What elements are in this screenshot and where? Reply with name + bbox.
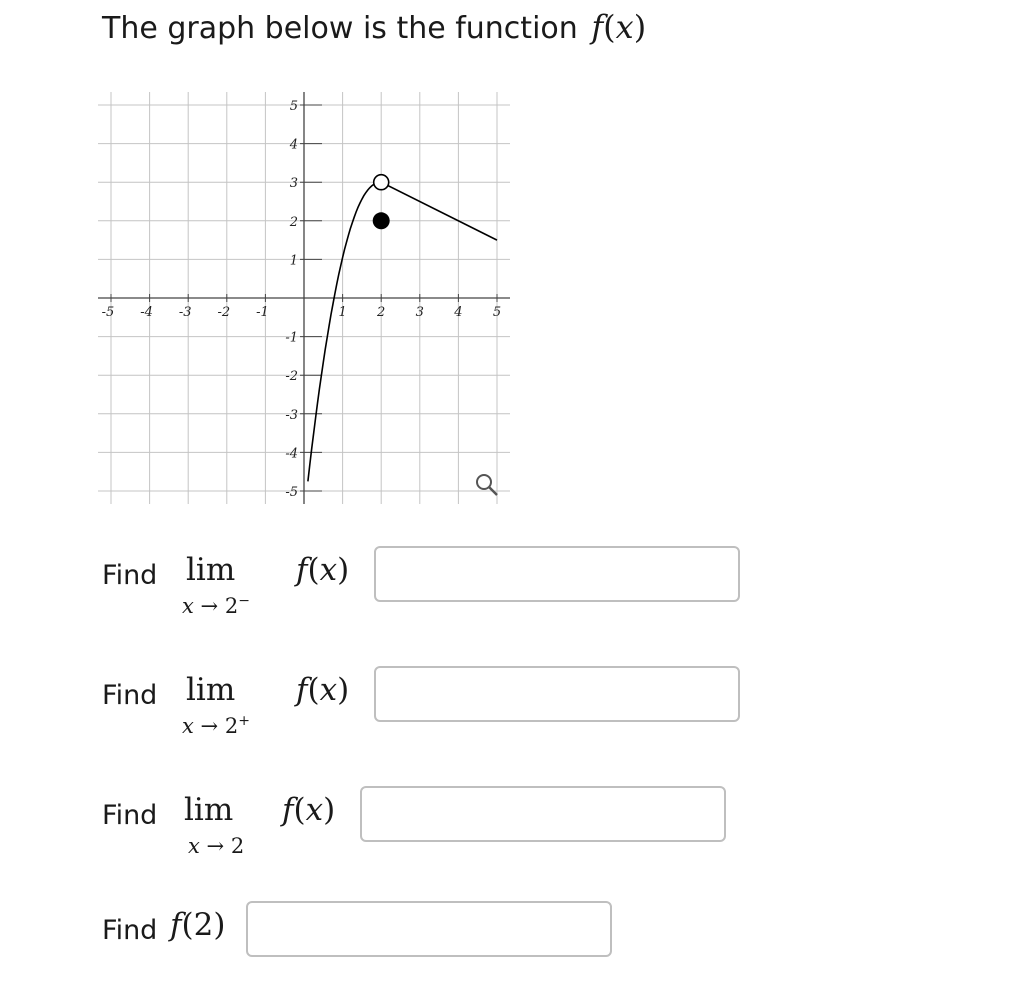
left-limit-answer-input[interactable] bbox=[374, 546, 740, 602]
find-label: Find bbox=[102, 915, 158, 946]
function-expression: f(x) bbox=[296, 552, 350, 588]
function-value-expression: f(2) bbox=[170, 907, 226, 943]
y-tick-label: 5 bbox=[289, 99, 298, 114]
find-label: Find bbox=[102, 680, 158, 711]
x-tick-label: 3 bbox=[415, 305, 424, 320]
tick-labels bbox=[102, 99, 501, 500]
lim-operator: lim bbox=[184, 792, 234, 828]
x-tick-label: 2 bbox=[377, 305, 386, 320]
x-tick-label: -5 bbox=[101, 305, 115, 320]
magnifier-lens bbox=[477, 475, 491, 489]
function-notation: f(x) bbox=[591, 8, 647, 46]
question-two-sided-limit bbox=[102, 786, 728, 858]
function-expression: f(x) bbox=[282, 792, 336, 828]
limit-subscript: x → 2+ bbox=[182, 713, 250, 738]
right-limit-answer-input[interactable] bbox=[374, 666, 740, 722]
question-function-value bbox=[102, 901, 614, 961]
filled-point bbox=[373, 212, 390, 229]
limit-subscript: x → 2− bbox=[182, 593, 250, 618]
curve-right-branch bbox=[381, 182, 497, 240]
x-tick-label: 4 bbox=[454, 305, 463, 320]
x-tick-label: -4 bbox=[140, 305, 153, 320]
y-tick-label: -2 bbox=[285, 369, 298, 385]
y-tick-label: 1 bbox=[289, 253, 298, 269]
y-tick-label: -5 bbox=[285, 485, 298, 500]
open-point bbox=[374, 175, 389, 190]
y-tick-label: 3 bbox=[289, 176, 298, 192]
question-left-limit bbox=[102, 546, 742, 618]
lim-operator: lim bbox=[186, 672, 236, 708]
y-tick-label: -1 bbox=[285, 330, 298, 346]
find-label: Find bbox=[102, 800, 158, 831]
function-graph bbox=[98, 92, 510, 508]
y-tick-label: 2 bbox=[289, 214, 298, 230]
x-tick-label: 1 bbox=[338, 305, 347, 320]
problem-intro bbox=[102, 8, 646, 46]
lim-operator: lim bbox=[186, 552, 236, 588]
y-tick-label: 4 bbox=[289, 137, 298, 153]
question-right-limit bbox=[102, 666, 742, 738]
graph-svg bbox=[98, 92, 510, 508]
intro-text: The graph below is the function bbox=[102, 11, 578, 46]
x-tick-label: -1 bbox=[256, 305, 269, 320]
x-tick-label: -2 bbox=[217, 305, 231, 320]
curve-left-branch bbox=[308, 182, 379, 481]
function-expression: f(x) bbox=[296, 672, 350, 708]
x-tick-label: 5 bbox=[492, 305, 502, 320]
y-tick-label: -3 bbox=[285, 407, 298, 423]
find-label: Find bbox=[102, 560, 158, 591]
axes bbox=[98, 92, 510, 504]
y-tick-label: -4 bbox=[285, 446, 298, 462]
magnifier-icon[interactable] bbox=[477, 475, 497, 495]
limit-answer-input[interactable] bbox=[360, 786, 726, 842]
limit-subscript: x → 2 bbox=[188, 834, 245, 858]
function-value-answer-input[interactable] bbox=[246, 901, 612, 957]
x-tick-label: -3 bbox=[178, 305, 192, 320]
